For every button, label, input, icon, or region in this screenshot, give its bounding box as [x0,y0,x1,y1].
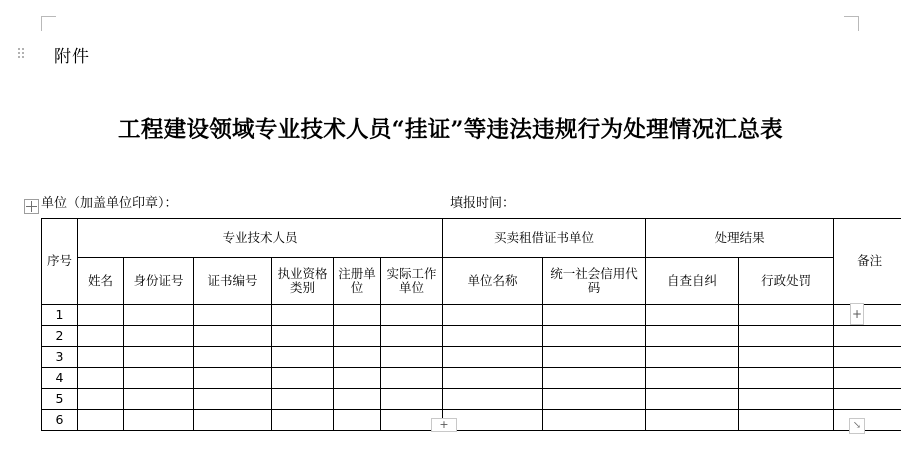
cell-self-check[interactable] [646,347,739,368]
cell-self-check[interactable] [646,326,739,347]
report-date-label: 填报时间： [450,196,516,211]
cell-cert-number[interactable] [194,368,272,389]
cell-unit-name[interactable] [443,326,543,347]
cell-seq[interactable]: 2 [42,326,78,347]
paragraph-drag-handle-icon[interactable] [18,48,28,60]
cell-self-check[interactable] [646,410,739,431]
table-row[interactable] [42,326,901,347]
cell-registered-unit[interactable] [334,368,381,389]
add-row-button[interactable]: + [431,418,457,432]
cell-unit-name[interactable] [443,347,543,368]
header-professional-staff: 专业技术人员 [78,219,443,258]
cell-admin-penalty[interactable] [739,326,834,347]
header-result: 处理结果 [646,219,834,258]
cell-seq[interactable]: 6 [42,410,78,431]
cell-credit-code[interactable] [543,368,646,389]
cell-unit-name[interactable] [443,368,543,389]
cell-seq[interactable]: 4 [42,368,78,389]
attachment-label: 附件 [54,47,90,67]
subheader-admin-penalty: 行政处罚 [739,258,834,305]
cell-id-number[interactable] [124,410,194,431]
cell-remark[interactable] [834,389,901,410]
table-row[interactable] [42,368,901,389]
subheader-id-number: 身份证号 [124,258,194,305]
page-title: 工程建设领域专业技术人员“挂证”等违法违规行为处理情况汇总表 [118,117,783,143]
cell-registered-unit[interactable] [334,326,381,347]
cell-name[interactable] [78,410,124,431]
page-crop-mark-top-left [41,16,56,31]
cell-actual-work-unit[interactable] [381,305,443,326]
cell-admin-penalty[interactable] [739,347,834,368]
cell-credit-code[interactable] [543,347,646,368]
cell-cert-number[interactable] [194,305,272,326]
cell-registered-unit[interactable] [334,410,381,431]
cell-cert-number[interactable] [194,347,272,368]
header-certificate-unit: 买卖租借证书单位 [443,219,646,258]
cell-credit-code[interactable] [543,410,646,431]
cell-self-check[interactable] [646,368,739,389]
cell-name[interactable] [78,326,124,347]
add-column-button[interactable]: + [850,303,864,325]
cell-registered-unit[interactable] [334,347,381,368]
cell-remark[interactable] [834,347,901,368]
cell-name[interactable] [78,368,124,389]
cell-name[interactable] [78,347,124,368]
subheader-credit-code: 统一社会信用代码 [543,258,646,305]
table-header-sub-row [42,258,901,305]
cell-registered-unit[interactable] [334,305,381,326]
page-crop-mark-top-right [844,16,859,31]
header-seq: 序号 [42,219,78,305]
form-meta-line [0,192,901,212]
table-header-group-row [42,219,901,258]
cell-id-number[interactable] [124,389,194,410]
cell-qualification-type[interactable] [272,347,334,368]
cell-actual-work-unit[interactable] [381,347,443,368]
cell-cert-number[interactable] [194,389,272,410]
unit-seal-label: 单位（加盖单位印章）： [41,196,178,211]
cell-remark[interactable] [834,410,901,431]
table-row[interactable] [42,347,901,368]
cell-admin-penalty[interactable] [739,410,834,431]
cell-credit-code[interactable] [543,305,646,326]
table-resize-handle[interactable]: ↘ [849,418,865,434]
cell-remark[interactable] [834,305,901,326]
cell-cert-number[interactable] [194,410,272,431]
cell-admin-penalty[interactable] [739,305,834,326]
cell-qualification-type[interactable] [272,305,334,326]
cell-qualification-type[interactable] [272,368,334,389]
cell-unit-name[interactable] [443,305,543,326]
cell-seq[interactable]: 3 [42,347,78,368]
summary-table [41,218,901,431]
subheader-registered-unit: 注册单位 [334,258,381,305]
subheader-self-check: 自查自纠 [646,258,739,305]
cell-self-check[interactable] [646,305,739,326]
cell-remark[interactable] [834,368,901,389]
cell-actual-work-unit[interactable] [381,368,443,389]
cell-id-number[interactable] [124,347,194,368]
subheader-unit-name: 单位名称 [443,258,543,305]
cell-id-number[interactable] [124,305,194,326]
cell-cert-number[interactable] [194,326,272,347]
cell-id-number[interactable] [124,368,194,389]
cell-unit-name[interactable] [443,389,543,410]
cell-actual-work-unit[interactable] [381,389,443,410]
table-row[interactable] [42,389,901,410]
cell-seq[interactable]: 1 [42,305,78,326]
header-remark: 备注 [834,219,901,305]
cell-seq[interactable]: 5 [42,389,78,410]
cell-self-check[interactable] [646,389,739,410]
cell-credit-code[interactable] [543,389,646,410]
cell-qualification-type[interactable] [272,389,334,410]
cell-qualification-type[interactable] [272,326,334,347]
cell-unit-name[interactable] [443,410,543,431]
table-row[interactable] [42,410,901,431]
subheader-qualification-type: 执业资格类别 [272,258,334,305]
cell-registered-unit[interactable] [334,389,381,410]
attachment-line [0,42,901,68]
subheader-cert-number: 证书编号 [194,258,272,305]
cell-admin-penalty[interactable] [739,368,834,389]
cell-qualification-type[interactable] [272,410,334,431]
cell-remark[interactable] [834,326,901,347]
table-row[interactable] [42,305,901,326]
subheader-actual-work-unit: 实际工作单位 [381,258,443,305]
cell-id-number[interactable] [124,326,194,347]
cell-credit-code[interactable] [543,326,646,347]
subheader-name: 姓名 [78,258,124,305]
table-move-handle[interactable] [24,199,39,214]
cell-name[interactable] [78,389,124,410]
cell-admin-penalty[interactable] [739,389,834,410]
cell-name[interactable] [78,305,124,326]
cell-actual-work-unit[interactable] [381,326,443,347]
